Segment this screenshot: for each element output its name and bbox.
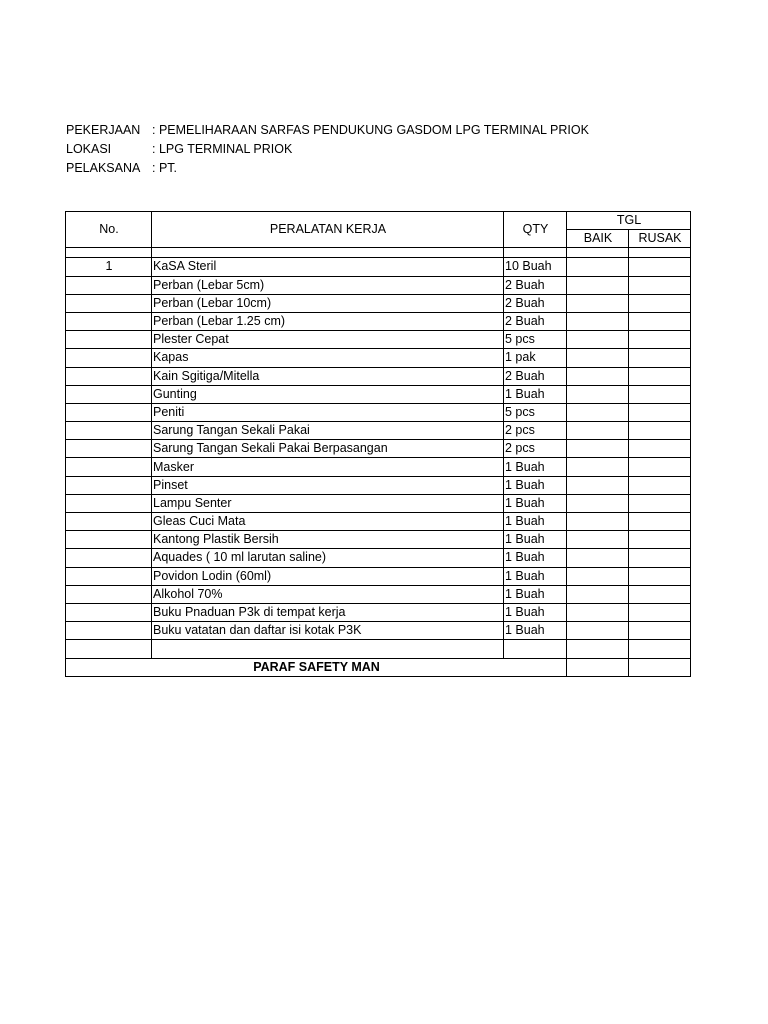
cell-no bbox=[66, 422, 152, 440]
cell-no bbox=[66, 385, 152, 403]
cell-item: Kain Sgitiga/Mitella bbox=[152, 367, 504, 385]
cell-no bbox=[66, 567, 152, 585]
cell-item: Gleas Cuci Mata bbox=[152, 513, 504, 531]
cell-no bbox=[66, 622, 152, 640]
cell-qty: 2 pcs bbox=[504, 422, 567, 440]
col-header-baik: BAIK bbox=[567, 230, 629, 248]
table-row bbox=[66, 622, 691, 640]
cell-qty: 1 Buah bbox=[504, 567, 567, 585]
cell-baik bbox=[567, 349, 629, 367]
cell-baik bbox=[567, 513, 629, 531]
cell-no bbox=[66, 403, 152, 421]
signature-cell-baik bbox=[567, 658, 629, 676]
cell-baik bbox=[567, 312, 629, 330]
header-value: : PEMELIHARAAN SARFAS PENDUKUNG GASDOM LPG TERMINAL PRIOK bbox=[152, 123, 589, 137]
table-row bbox=[66, 458, 691, 476]
cell-rusak bbox=[629, 585, 691, 603]
cell-qty: 1 Buah bbox=[504, 603, 567, 621]
cell-qty: 1 pak bbox=[504, 349, 567, 367]
cell-qty: 2 Buah bbox=[504, 367, 567, 385]
spacer-row bbox=[66, 248, 691, 258]
table-row bbox=[66, 440, 691, 458]
cell-no bbox=[66, 513, 152, 531]
cell-item: KaSA Steril bbox=[152, 258, 504, 276]
cell-baik bbox=[567, 567, 629, 585]
col-header-item: PERALATAN KERJA bbox=[152, 212, 504, 248]
table-row bbox=[66, 531, 691, 549]
cell-qty: 1 Buah bbox=[504, 458, 567, 476]
cell-rusak bbox=[629, 549, 691, 567]
cell-no bbox=[66, 531, 152, 549]
table-row bbox=[66, 549, 691, 567]
cell-baik bbox=[567, 476, 629, 494]
cell-no bbox=[66, 331, 152, 349]
cell-baik bbox=[567, 258, 629, 276]
table-row bbox=[66, 258, 691, 276]
header-label: LOKASI bbox=[66, 142, 112, 156]
table-body bbox=[66, 248, 691, 640]
empty-cell bbox=[567, 248, 629, 258]
empty-cell bbox=[504, 248, 567, 258]
cell-qty: 1 Buah bbox=[504, 622, 567, 640]
cell-no bbox=[66, 440, 152, 458]
cell-item: Kapas bbox=[152, 349, 504, 367]
cell-baik bbox=[567, 603, 629, 621]
table-row bbox=[66, 403, 691, 421]
cell-qty: 2 pcs bbox=[504, 440, 567, 458]
col-header-qty: QTY bbox=[504, 212, 567, 248]
blank-row bbox=[66, 640, 691, 658]
header-row-pekerjaan bbox=[66, 121, 589, 140]
col-header-rusak: RUSAK bbox=[629, 230, 691, 248]
cell-qty: 2 Buah bbox=[504, 294, 567, 312]
header-value: : LPG TERMINAL PRIOK bbox=[152, 142, 293, 156]
cell-item: Pinset bbox=[152, 476, 504, 494]
cell-baik bbox=[567, 549, 629, 567]
cell-no bbox=[66, 458, 152, 476]
cell-rusak bbox=[629, 403, 691, 421]
cell-rusak bbox=[629, 349, 691, 367]
cell-baik bbox=[567, 585, 629, 603]
cell-qty: 2 Buah bbox=[504, 276, 567, 294]
signature-cell-rusak bbox=[629, 658, 691, 676]
cell-baik bbox=[567, 367, 629, 385]
cell-no bbox=[66, 276, 152, 294]
cell-rusak bbox=[629, 603, 691, 621]
cell-no bbox=[66, 476, 152, 494]
header-row-lokasi bbox=[66, 140, 589, 159]
cell-qty: 2 Buah bbox=[504, 312, 567, 330]
cell-item: Perban (Lebar 10cm) bbox=[152, 294, 504, 312]
cell-qty: 1 Buah bbox=[504, 494, 567, 512]
cell-item: Masker bbox=[152, 458, 504, 476]
cell-baik bbox=[567, 385, 629, 403]
table-row bbox=[66, 367, 691, 385]
cell-item: Sarung Tangan Sekali Pakai Berpasangan bbox=[152, 440, 504, 458]
table-row bbox=[66, 349, 691, 367]
cell-rusak bbox=[629, 531, 691, 549]
cell-baik bbox=[567, 531, 629, 549]
empty-cell bbox=[66, 248, 152, 258]
cell-item: Gunting bbox=[152, 385, 504, 403]
cell-rusak bbox=[629, 622, 691, 640]
cell-baik bbox=[567, 622, 629, 640]
cell-no bbox=[66, 549, 152, 567]
header-value: : PT. bbox=[152, 161, 178, 175]
header-label: PELAKSANA bbox=[66, 161, 141, 175]
empty-cell bbox=[629, 248, 691, 258]
cell-item: Perban (Lebar 5cm) bbox=[152, 276, 504, 294]
cell-item: Buku Pnaduan P3k di tempat kerja bbox=[152, 603, 504, 621]
empty-cell bbox=[152, 640, 504, 658]
document-header bbox=[66, 121, 589, 178]
table-row bbox=[66, 331, 691, 349]
cell-baik bbox=[567, 440, 629, 458]
table-row bbox=[66, 385, 691, 403]
col-header-tgl: TGL bbox=[567, 212, 691, 230]
cell-no bbox=[66, 294, 152, 312]
cell-qty: 10 Buah bbox=[504, 258, 567, 276]
cell-item: Buku vatatan dan daftar isi kotak P3K bbox=[152, 622, 504, 640]
table-row bbox=[66, 494, 691, 512]
table-row bbox=[66, 567, 691, 585]
cell-qty: 5 pcs bbox=[504, 331, 567, 349]
empty-cell bbox=[567, 640, 629, 658]
cell-item: Plester Cepat bbox=[152, 331, 504, 349]
cell-qty: 1 Buah bbox=[504, 513, 567, 531]
cell-no bbox=[66, 585, 152, 603]
cell-item: Peniti bbox=[152, 403, 504, 421]
cell-rusak bbox=[629, 458, 691, 476]
cell-item: Lampu Senter bbox=[152, 494, 504, 512]
cell-baik bbox=[567, 331, 629, 349]
cell-rusak bbox=[629, 331, 691, 349]
cell-baik bbox=[567, 276, 629, 294]
cell-item: Sarung Tangan Sekali Pakai bbox=[152, 422, 504, 440]
empty-cell bbox=[152, 248, 504, 258]
cell-baik bbox=[567, 403, 629, 421]
cell-rusak bbox=[629, 476, 691, 494]
cell-no bbox=[66, 494, 152, 512]
cell-qty: 5 pcs bbox=[504, 403, 567, 421]
table-row bbox=[66, 312, 691, 330]
col-header-no: No. bbox=[66, 212, 152, 248]
empty-cell bbox=[629, 640, 691, 658]
footer-label: PARAF SAFETY MAN bbox=[66, 658, 567, 676]
cell-item: Alkohol 70% bbox=[152, 585, 504, 603]
table-row bbox=[66, 294, 691, 312]
table-row bbox=[66, 276, 691, 294]
cell-rusak bbox=[629, 385, 691, 403]
cell-qty: 1 Buah bbox=[504, 476, 567, 494]
cell-rusak bbox=[629, 494, 691, 512]
cell-item: Perban (Lebar 1.25 cm) bbox=[152, 312, 504, 330]
cell-qty: 1 Buah bbox=[504, 549, 567, 567]
cell-item: Kantong Plastik Bersih bbox=[152, 531, 504, 549]
cell-baik bbox=[567, 494, 629, 512]
cell-rusak bbox=[629, 367, 691, 385]
cell-rusak bbox=[629, 567, 691, 585]
cell-qty: 1 Buah bbox=[504, 585, 567, 603]
cell-qty: 1 Buah bbox=[504, 531, 567, 549]
cell-qty: 1 Buah bbox=[504, 385, 567, 403]
cell-no bbox=[66, 603, 152, 621]
cell-baik bbox=[567, 294, 629, 312]
cell-item: Aquades ( 10 ml larutan saline) bbox=[152, 549, 504, 567]
cell-rusak bbox=[629, 440, 691, 458]
cell-no bbox=[66, 367, 152, 385]
table-row bbox=[66, 476, 691, 494]
cell-rusak bbox=[629, 513, 691, 531]
table-row bbox=[66, 513, 691, 531]
cell-item: Povidon Lodin (60ml) bbox=[152, 567, 504, 585]
cell-no: 1 bbox=[66, 258, 152, 276]
header-row-pelaksana bbox=[66, 159, 589, 178]
cell-no bbox=[66, 312, 152, 330]
cell-no bbox=[66, 349, 152, 367]
cell-rusak bbox=[629, 422, 691, 440]
cell-rusak bbox=[629, 312, 691, 330]
table-row bbox=[66, 422, 691, 440]
cell-rusak bbox=[629, 294, 691, 312]
cell-baik bbox=[567, 458, 629, 476]
cell-rusak bbox=[629, 276, 691, 294]
cell-baik bbox=[567, 422, 629, 440]
equipment-table bbox=[65, 211, 691, 677]
empty-cell bbox=[504, 640, 567, 658]
table-header-row bbox=[66, 212, 691, 230]
signature-row bbox=[66, 658, 691, 676]
header-label: PEKERJAAN bbox=[66, 123, 141, 137]
empty-cell bbox=[66, 640, 152, 658]
table-row bbox=[66, 603, 691, 621]
cell-rusak bbox=[629, 258, 691, 276]
table-row bbox=[66, 585, 691, 603]
